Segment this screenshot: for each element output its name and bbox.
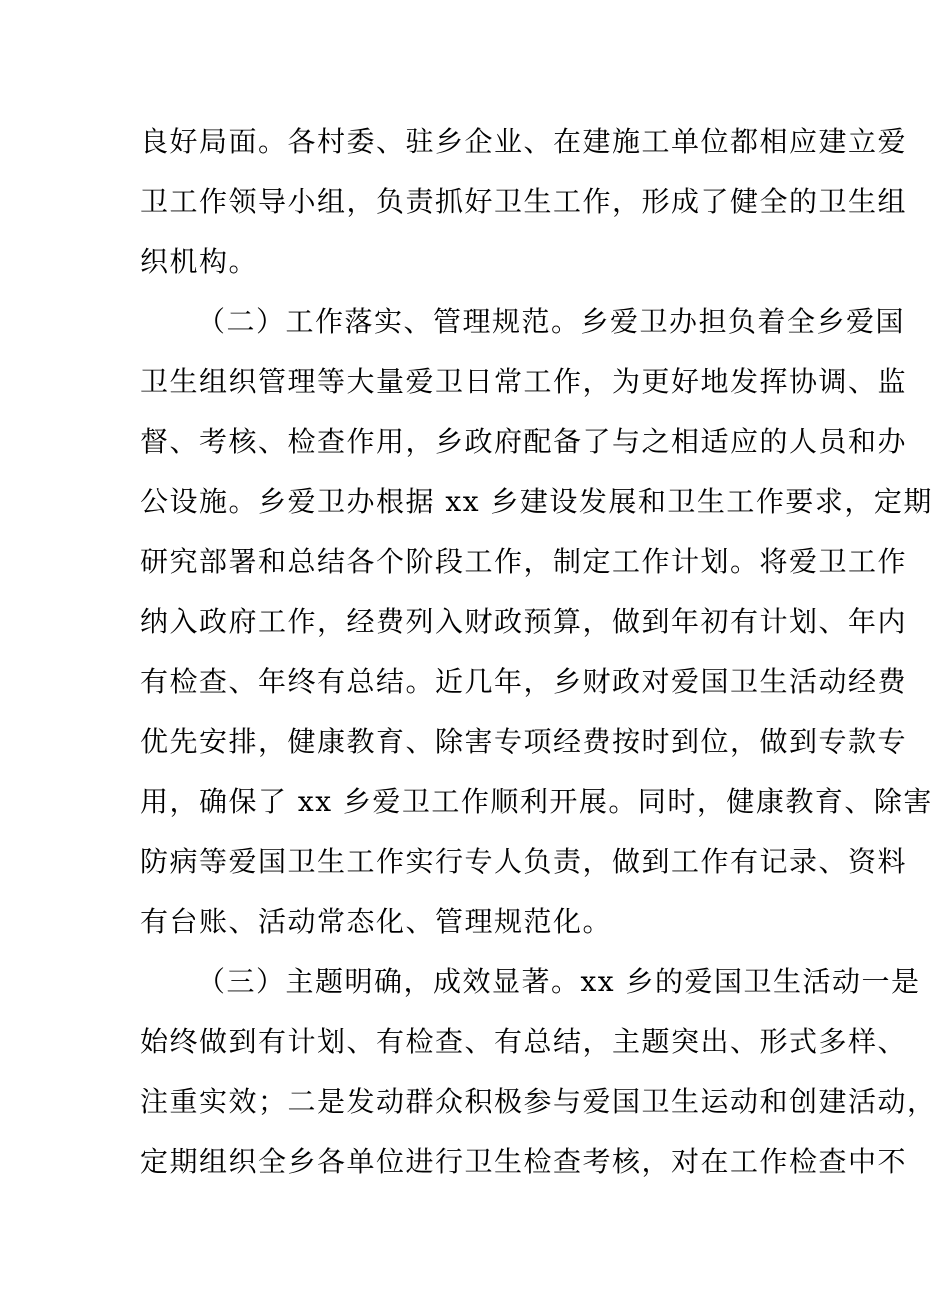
text-line-18: 定期组织全乡各单位进行卫生检查考核，对在工作检查中不 bbox=[140, 1145, 908, 1178]
text-line-10: 有检查、年终有总结。近几年，乡财政对爱国卫生活动经费 bbox=[140, 665, 908, 698]
text-line-2: 卫工作领导小组，负责抓好卫生工作，形成了健全的卫生组 bbox=[140, 185, 908, 218]
text-line-3: 织机构。 bbox=[140, 245, 259, 278]
text-line-7: 公设施。乡爱卫办根据 xx 乡建设发展和卫生工作要求，定期 bbox=[140, 485, 933, 518]
text-line-16: 始终做到有计划、有检查、有总结，主题突出、形式多样、 bbox=[140, 1025, 908, 1058]
text-line-6: 督、考核、检查作用，乡政府配备了与之相适应的人员和办 bbox=[140, 425, 908, 458]
text-line-11: 优先安排，健康教育、除害专项经费按时到位，做到专款专 bbox=[140, 725, 908, 758]
paragraph-2-heading-line: （二）工作落实、管理规范。乡爱卫办担负着全乡爱国 bbox=[197, 305, 906, 338]
text-line-13: 防病等爱国卫生工作实行专人负责，做到工作有记录、资料 bbox=[140, 845, 908, 878]
text-line-9: 纳入政府工作，经费列入财政预算，做到年初有计划、年内 bbox=[140, 605, 908, 638]
text-line-17: 注重实效；二是发动群众积极参与爱国卫生运动和创建活动， bbox=[140, 1085, 937, 1118]
paragraph-3-heading-line: （三）主题明确，成效显著。xx 乡的爱国卫生活动一是 bbox=[197, 965, 921, 998]
text-line-8: 研究部署和总结各个阶段工作，制定工作计划。将爱卫工作 bbox=[140, 545, 908, 578]
text-line-14: 有台账、活动常态化、管理规范化。 bbox=[140, 905, 613, 938]
text-line-1: 良好局面。各村委、驻乡企业、在建施工单位都相应建立爱 bbox=[140, 125, 908, 158]
text-line-12: 用，确保了 xx 乡爱卫工作顺利开展。同时，健康教育、除害 bbox=[140, 785, 933, 818]
text-line-5: 卫生组织管理等大量爱卫日常工作，为更好地发挥协调、监 bbox=[140, 365, 908, 398]
